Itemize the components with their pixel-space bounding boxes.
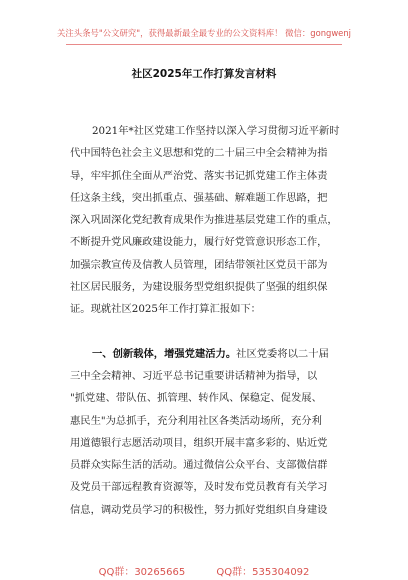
section-line: 惠民生"为总抓手，充分利用社区各类活动场所，充分利: [70, 414, 322, 427]
section-line: 三中全会精神、习近平总书记重要讲话精神为指导，以: [70, 369, 318, 382]
intro-line: 社区居民服务，为建设服务型党组织提供了坚强的组织保: [70, 281, 328, 294]
intro-line: 深入巩固深化党纪教育成果作为推进基层党建工作的重点，: [70, 214, 338, 227]
section-heading: 一、创新载体，增强党建活力。: [92, 347, 237, 360]
document-title: 社区2025年工作打算发言材料: [131, 68, 277, 80]
intro-line: 任这条主线，突出抓重点、强基础、解难题工作思路，把: [70, 191, 328, 204]
section-line: "抓党建、带队伍、抓管理、转作风、保稳定、促发展、: [70, 392, 322, 405]
section-first-line: [70, 343, 350, 365]
intro-line: 证。现就社区2025年工作打算汇报如下：: [70, 303, 261, 316]
section-line: 及党员干部远程教育资源等，及时发布党员教育有关学习: [70, 481, 328, 494]
footer-qq-group-1: QQ群：30265665: [98, 567, 186, 578]
document-body: [70, 120, 350, 521]
intro-line: 加强宗教宣传及信教人员管理，团结带领社区党员干部为: [70, 258, 328, 271]
section-line: 用道德银行志愿活动项目，组织开展丰富多彩的、贴近党: [70, 436, 328, 449]
section-line: 员群众实际生活的活动。通过微信公众平台、支部微信群: [70, 459, 328, 472]
intro-line: 导，牢牢抓住全面从严治党、落实书记抓党建工作主体责: [70, 169, 328, 182]
section-first-line-text: 社区党委将以二十届: [236, 347, 329, 360]
paragraph-gap: [70, 321, 350, 343]
intro-line: 代中国特色社会主义思想和党的二十届三中全会精神为指: [70, 147, 328, 160]
header-divider: [66, 44, 342, 45]
section-line: 信息，调动党员学习的积极性，努力抓好党组织自身建设: [70, 503, 328, 516]
intro-line: 不断提升党风廉政建设能力，履行好党管意识形态工作，: [70, 236, 328, 249]
header-promo-note: 关注头条号"公文研究"，获得最新最全最专业的公文资料库！ 微信：gongwenj: [57, 28, 351, 38]
footer-contact: [0, 563, 408, 578]
intro-line: 2021年*社区党建工作坚持以深入学习贯彻习近平新时: [92, 125, 340, 137]
footer-qq-group-2: QQ群：535304092: [216, 567, 310, 578]
